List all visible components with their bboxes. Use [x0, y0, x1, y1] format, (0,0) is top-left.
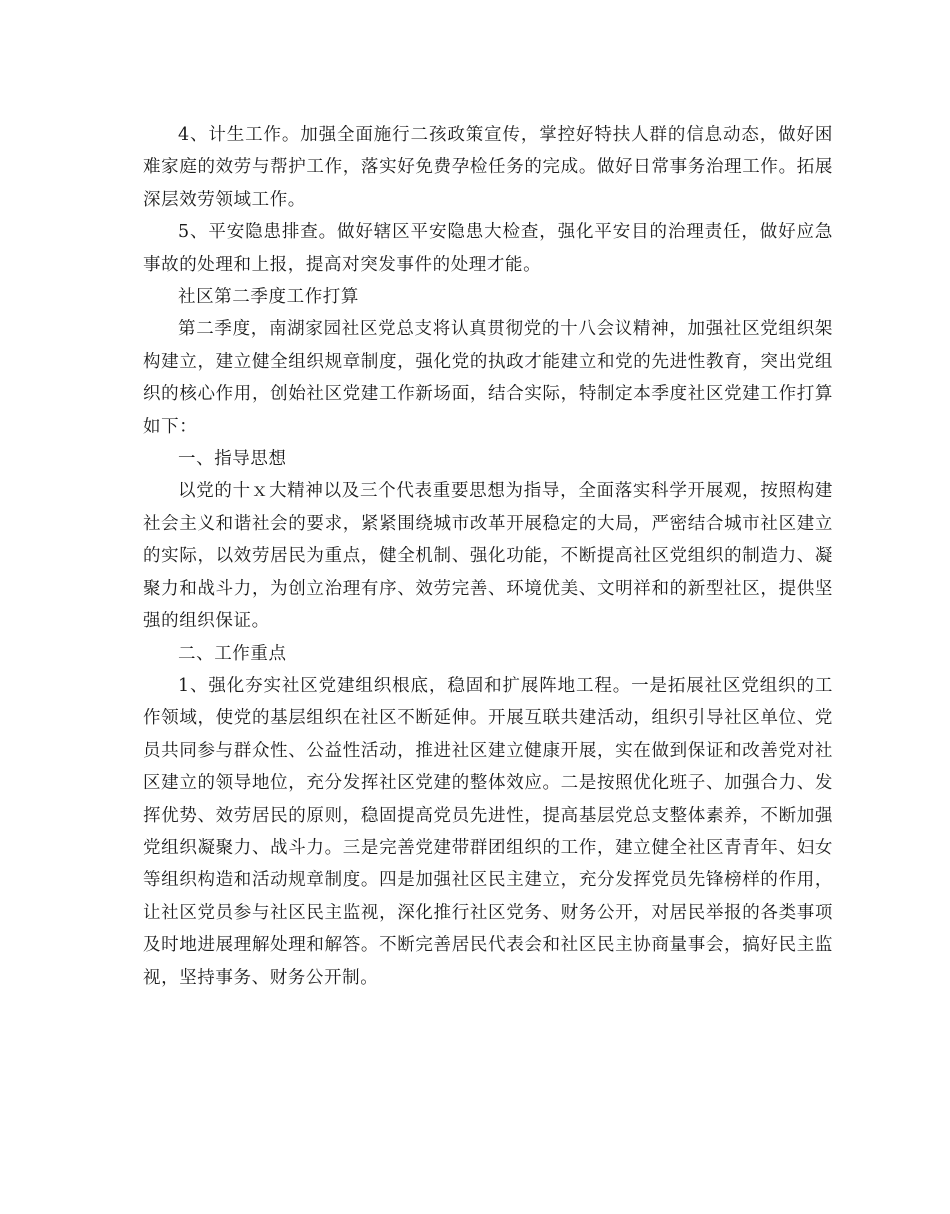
paragraph-guiding-ideology: 以党的十ｘ大精神以及三个代表重要思想为指导，全面落实科学开展观，按照构建社会主义和谐社会的要求，紧紧围绕城市改革开展稳定的大局，严密结合城市社区建立的实际，以效劳居民为重点，健全机制、强化功能，不断提高社区党组织的制造力、凝聚力和战斗力，为创立治理有序、效劳完善、环境优美、文明祥和的新型社区，提供坚强的组织保证。 [143, 481, 833, 632]
section-title-q2-plan: 社区第二季度工作打算 [178, 287, 359, 308]
heading-guiding-ideology: 一、指导思想 [178, 449, 287, 470]
document-body [143, 119, 833, 994]
paragraph-family-planning: 4、计生工作。加强全面施行二孩政策宣传，掌控好特扶人群的信息动态，做好困难家庭的效劳与帮护工作，落实好免费孕检任务的完成。做好日常事务治理工作。拓展深层效劳领域工作。 [143, 125, 833, 210]
paragraph-q2-intro: 第二季度，南湖家园社区党总支将认真贯彻党的十八会议精神，加强社区党组织架构建立，建立健全组织规章制度，强化党的执政才能建立和党的先进性教育，突出党组织的核心作用，创始社区党建工作新场面，结合实际，特制定本季度社区党建工作打算如下： [143, 319, 833, 437]
paragraph-safety-inspection: 5、平安隐患排查。做好辖区平安隐患大检查，强化平安目的治理责任，做好应急事故的处理和上报，提高对突发事件的处理才能。 [143, 222, 833, 275]
heading-work-focus: 二、工作重点 [178, 643, 287, 664]
paragraph-work-focus-1: 1、强化夯实社区党建组织根底，稳固和扩展阵地工程。一是拓展社区党组织的工作领域，使党的基层组织在社区不断延伸。开展互联共建活动，组织引导社区单位、党员共同参与群众性、公益性活动，推进社区建立健康开展，实在做到保证和改善党对社区建立的领导地位，充分发挥社区党建的整体效应。二是按照优化班子、加强合力、发挥优势、效劳居民的原则，稳固提高党员先进性，提高基层党总支整体素养，不断加强党组织凝聚力、战斗力。三是完善党建带群团组织的工作，建立健全社区青青年、妇女等组织构造和活动规章制度。四是加强社区民主建立，充分发挥党员先锋榜样的作用，让社区党员参与社区民主监视，深化推行社区党务、财务公开，对居民举报的各类事项及时地进展理解处理和解答。不断完善居民代表会和社区民主协商量事会，搞好民主监视，坚持事务、财务公开制。 [143, 675, 833, 988]
